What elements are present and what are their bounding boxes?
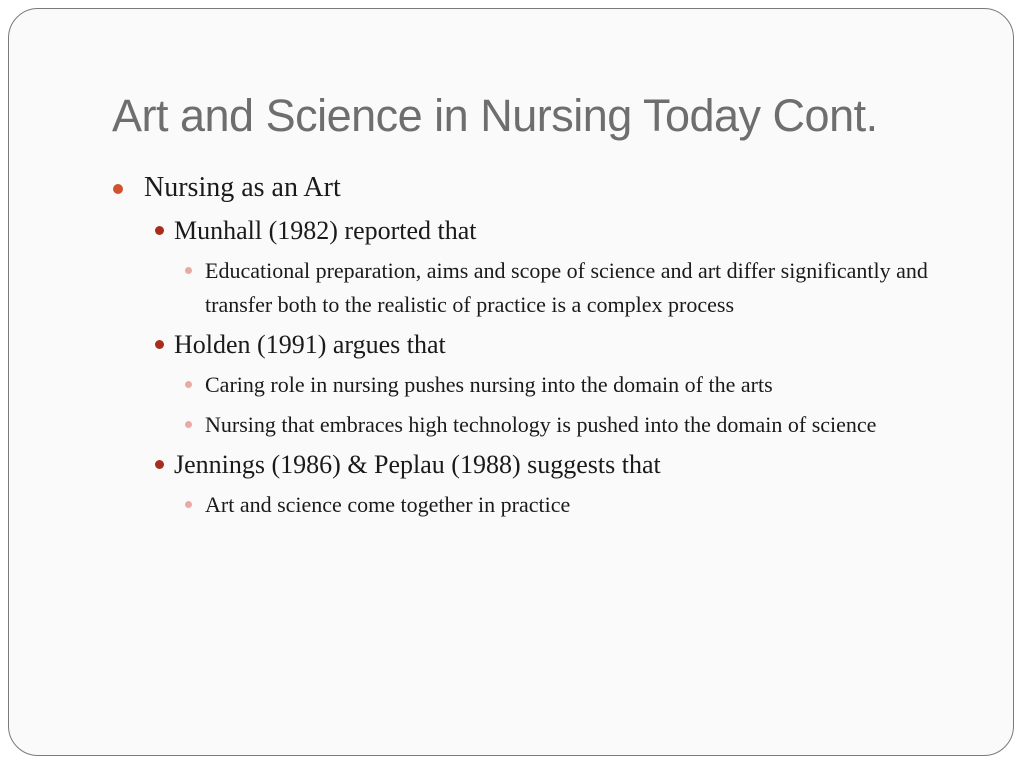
bullet-item-jennings-peplau-point [110,488,930,522]
bullet-text: Holden (1991) argues that [174,330,446,360]
bullet-item-holden-point-2 [110,408,930,442]
bullet-text: Nursing as an Art [144,172,341,203]
bullet-level3-icon [185,381,192,388]
bullet-text: Art and science come together in practice [205,491,571,517]
bullet-level3-icon [185,501,192,508]
bullet-text: Jennings (1986) & Peplau (1988) suggests that [174,449,661,479]
slide-content [110,170,930,528]
bullet-text: Caring role in nursing pushes nursing into the domain of the arts [205,371,773,397]
bullet-item-munhall [110,214,930,248]
bullet-text: Educational preparation, aims and scope of science and art differ significantly and transfer both to the realistic of practice is a complex process [205,258,928,318]
bullet-level2-icon [155,340,164,349]
bullet-level2-icon [155,460,164,469]
bullet-item-holden-point-1 [110,368,930,402]
bullet-text: Munhall (1982) reported that [174,216,477,246]
bullet-level2-icon [155,226,164,235]
slide-title: Art and Science in Nursing Today Cont. [112,90,878,141]
bullet-item-nursing-as-art [110,170,930,206]
bullet-item-munhall-point [110,254,930,322]
bullet-item-jennings-peplau [110,448,930,482]
bullet-level3-icon [185,421,192,428]
bullet-text: Nursing that embraces high technology is pushed into the domain of science [205,411,877,437]
bullet-level1-icon [113,184,123,194]
bullet-item-holden [110,328,930,362]
bullet-level3-icon [185,267,192,274]
